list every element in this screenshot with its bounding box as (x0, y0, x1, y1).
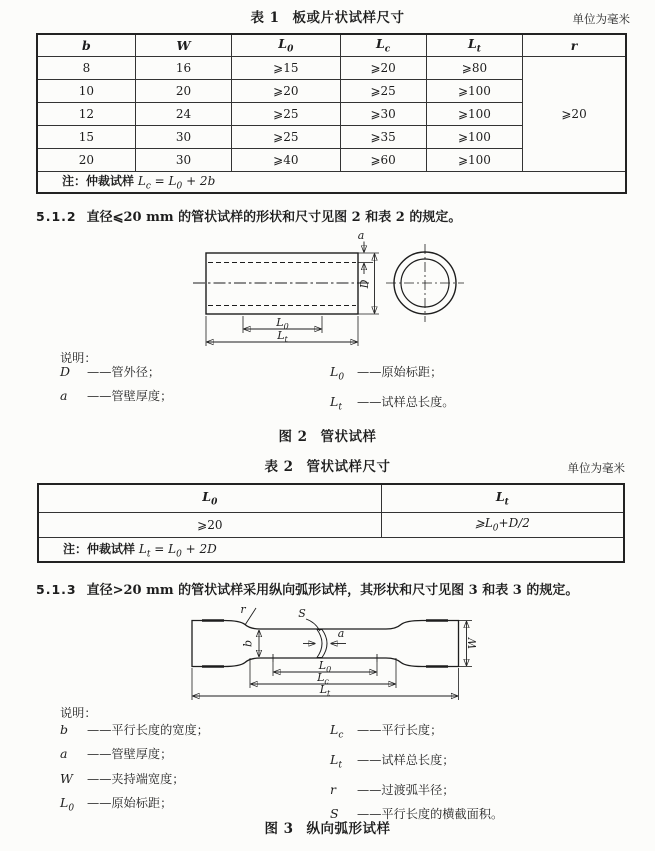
cell: 30 (135, 148, 231, 171)
fig3-label-wall-thickness: a (337, 627, 345, 640)
col-header-r: r (523, 34, 626, 56)
legend-text: 夹持端宽度； (111, 771, 185, 786)
fig3-label-parallel-width: b (241, 639, 255, 648)
legend-item (330, 360, 455, 390)
col-header-w: W (135, 34, 231, 56)
cell: 8 (37, 56, 135, 79)
fig3-label-gauge-length: $L_0$ (318, 659, 332, 674)
table1-note-label: 注：仲裁试样 (62, 174, 135, 189)
legend-dash: —— (357, 394, 382, 409)
col-header-lc: $L_c$ (340, 34, 426, 56)
cell: 20 (135, 79, 231, 102)
legend-text: 管壁厚度； (111, 747, 173, 762)
figure3-legend-right (330, 718, 503, 826)
legend-item (60, 742, 209, 766)
legend-text: 平行长度； (381, 723, 443, 737)
table2-title (0, 455, 655, 475)
table1-title (0, 6, 655, 26)
cell: ⩾20 (38, 512, 381, 537)
fig3-label-section-area: S (298, 607, 306, 620)
table2-unit-note: 单位为毫米 (567, 461, 625, 475)
table1-title-label: 表 1 (250, 10, 280, 26)
legend-text: 平行长度的横截面积。 (381, 806, 504, 821)
legend-symbol: b (60, 722, 69, 737)
clause-number: 5.1.3 (36, 582, 77, 597)
table1-title-name: 板或片状试样尺寸 (292, 10, 405, 26)
clause-text: 直径⩽20 mm 的管状试样的形状和尺寸见图 2 和表 2 的规定。 (86, 210, 462, 225)
fig3-label-total-length: $L_t$ (319, 683, 331, 698)
table1-note-formula: $L_c = L_0 + 2b$ (137, 174, 216, 192)
r-leader-line (245, 608, 256, 625)
figure2-legend-title: 说明： (60, 351, 97, 365)
figure2-legend-left (60, 360, 172, 409)
fig3-label-grip-width: W (466, 637, 479, 650)
wall-section-band (317, 630, 327, 658)
legend-item (330, 390, 455, 420)
legend-symbol: a (60, 746, 68, 762)
legend-dash: —— (87, 747, 112, 762)
figure3-caption (0, 817, 655, 837)
figure2-caption-name: 管状试样 (320, 429, 377, 445)
cell: ⩾40 (232, 148, 340, 171)
table2-note-row (38, 537, 624, 562)
legend-item (330, 778, 503, 802)
table-row (38, 512, 624, 537)
legend-dash: —— (357, 723, 382, 737)
cell: 24 (135, 102, 231, 125)
legend-item (330, 748, 503, 778)
legend-dash: —— (87, 771, 112, 786)
legend-symbol: $L_0$ (60, 794, 75, 814)
legend-dash: —— (357, 782, 382, 797)
legend-text: 平行长度的宽度； (111, 723, 209, 737)
cell: 30 (135, 125, 231, 148)
cell: ⩾100 (426, 79, 522, 102)
col-header-b: b (37, 34, 135, 56)
fig2-label-total-length: $L_t$ (277, 329, 288, 344)
legend-text: 原始标距； (381, 365, 443, 379)
table2-note-label: 注：仲裁试样 (63, 541, 136, 556)
table2-note-formula: $L_t = L_0 + 2D$ (138, 541, 217, 559)
legend-text: 管外径； (111, 365, 161, 379)
fig2-label-wall-thickness: a (357, 229, 365, 242)
col-header-l0: $L_0$ (232, 34, 340, 56)
legend-text: 试样总长度。 (381, 394, 455, 409)
cell: ⩾20 (340, 56, 426, 79)
figure3-caption-label: 图 3 (264, 821, 294, 837)
figure2-tube-drawing (0, 225, 655, 352)
table2-header-row (38, 484, 624, 512)
legend-symbol: S (330, 805, 339, 821)
legend-dash: —— (87, 795, 112, 810)
legend-dash: —— (357, 365, 382, 379)
table-row (37, 56, 626, 79)
legend-symbol: r (330, 781, 336, 797)
legend-dash: —— (357, 752, 382, 767)
table2-title-name: 管状试样尺寸 (306, 459, 391, 475)
cell: ⩾15 (232, 56, 340, 79)
table1-note-row (37, 171, 626, 193)
legend-item (60, 384, 172, 408)
figure2-caption (0, 425, 655, 445)
legend-item (330, 718, 503, 748)
legend-dash: —— (357, 806, 382, 821)
figure3-legend-title: 说明： (60, 706, 97, 720)
fig3-label-parallel-length: $L_c$ (317, 671, 329, 686)
fig3-label-radius: r (240, 603, 246, 616)
cell: 12 (37, 102, 135, 125)
table2 (37, 483, 625, 563)
cell: ⩾100 (426, 148, 522, 171)
figure2-caption-label: 图 2 (278, 429, 308, 445)
cell: ⩾20 (232, 79, 340, 102)
section-5-1-2 (36, 206, 461, 225)
table1-header-row (37, 34, 626, 56)
clause-text: 直径>20 mm 的管状试样采用纵向弧形试样，其形状和尺寸见图 3 和表 3 的规定。 (86, 583, 579, 598)
legend-text: 原始标距； (111, 795, 173, 810)
col-header-lt: $L_t$ (426, 34, 522, 56)
legend-dash: —— (87, 389, 112, 404)
legend-dash: —— (87, 723, 112, 737)
cell: ⩾25 (232, 125, 340, 148)
legend-text: 管壁厚度； (111, 389, 173, 404)
cell: ⩾25 (232, 102, 340, 125)
cell: 15 (37, 125, 135, 148)
legend-text: 过渡弧半径； (381, 782, 455, 797)
legend-symbol: a (60, 388, 68, 404)
legend-symbol: $L_t$ (330, 751, 342, 771)
table2-title-label: 表 2 (264, 459, 294, 475)
cell: ⩾100 (426, 125, 522, 148)
legend-symbol: $L_c$ (330, 722, 344, 741)
col-header-lt: $L_t$ (381, 484, 624, 512)
cell: ⩾100 (426, 102, 522, 125)
legend-symbol: $L_t$ (330, 393, 342, 413)
cell: ⩾30 (340, 102, 426, 125)
figure3-legend-left (60, 718, 209, 821)
legend-dash: —— (87, 365, 112, 379)
figure3-arc-specimen-drawing (0, 603, 655, 705)
cell: 10 (37, 79, 135, 102)
col-header-l0: $L_0$ (38, 484, 381, 512)
table1-unit-note: 单位为毫米 (572, 12, 630, 26)
cell: 20 (37, 148, 135, 171)
cell: $⩾L_0+D/2$ (381, 512, 624, 537)
cell: 16 (135, 56, 231, 79)
cell-r-span: ⩾20 (523, 56, 626, 171)
cell: ⩾25 (340, 79, 426, 102)
legend-symbol: W (60, 770, 73, 786)
legend-symbol: $L_0$ (330, 364, 345, 383)
fig2-label-gauge-length: $L_0$ (276, 316, 289, 331)
section-5-1-3 (36, 579, 578, 598)
legend-symbol: D (60, 364, 71, 379)
legend-item (60, 360, 172, 384)
figure2-legend-right (330, 360, 455, 420)
legend-item (60, 767, 209, 791)
clause-number: 5.1.2 (36, 209, 77, 224)
cell: ⩾60 (340, 148, 426, 171)
legend-item (60, 718, 209, 742)
cell: ⩾80 (426, 56, 522, 79)
legend-text: 试样总长度； (381, 752, 455, 767)
cell: ⩾35 (340, 125, 426, 148)
fig2-label-outer-diameter: D (358, 279, 371, 289)
table1 (36, 33, 627, 194)
figure3-caption-name: 纵向弧形试样 (306, 821, 391, 837)
